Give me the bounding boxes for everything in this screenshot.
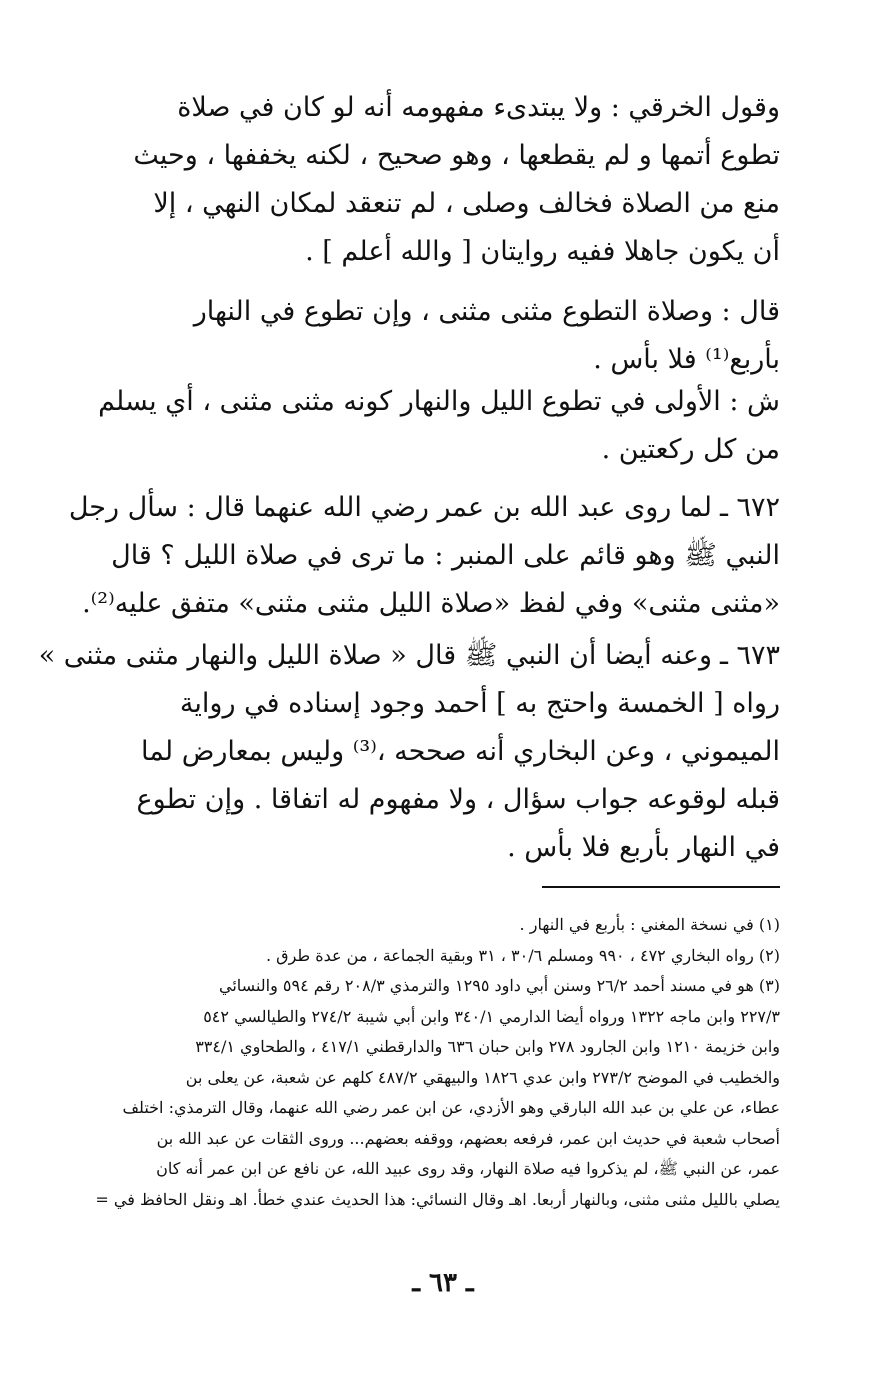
footnote-line: عطاء، عن علي بن عبد الله البارقي وهو الأزدي، عن ابن عمر رضي الله عنهما، وقال الترمذي: اختلف	[122, 1098, 780, 1117]
footnotes	[95, 910, 780, 1215]
text-line: أن يكون جاهلا ففيه روايتان [ والله أعلم ] .	[305, 236, 780, 267]
footnote-line: وابن خزيمة ١٢١٠ وابن الجارود ٢٧٨ وابن حبان ٦٣٦ والدارقطني ٤١٧/١ ، والطحاوي ٣٣٤/١	[195, 1037, 780, 1056]
text-line: النبي ﷺ وهو قائم على المنبر : ما ترى في صلاة الليل ؟ قال	[111, 540, 780, 571]
text-line: تطوع أتمها و لم يقطعها ، وهو صحيح ، لكنه يخففها ، وحيث	[133, 140, 780, 171]
paragraph-sharh	[100, 378, 780, 474]
text-line: قال : وصلاة التطوع مثنى مثنى ، وإن تطوع في النهار	[193, 296, 780, 327]
hadith-first-line	[38, 632, 780, 680]
hadith-673	[38, 632, 780, 872]
text-line: لما روى عبد الله بن عمر رضي الله عنهما قال : سأل رجل	[68, 492, 712, 523]
hadith-number: ٦٧٣ ـ	[719, 640, 780, 671]
text-line: «مثنى مثنى» وفي لفظ «صلاة الليل مثنى مثنى» متفق عليه⁽²⁾.	[82, 588, 780, 619]
text-line: في النهار بأربع فلا بأس .	[507, 832, 780, 863]
text-line: قبله لوقوعه جواب سؤال ، ولا مفهوم له اتفاقا . وإن تطوع	[136, 784, 780, 815]
text-line: بأربع⁽¹⁾ فلا بأس .	[593, 344, 780, 375]
footnote-line: يصلي بالليل مثنى مثنى، وبالنهار أربعا. اهـ وقال النسائي: هذا الحديث عندي خطأ. اهـ ونقل الحافظ في =	[95, 1189, 780, 1209]
hadith-672	[68, 484, 780, 628]
text-line: من كل ركعتين .	[601, 434, 780, 465]
footnote-line: (٣) هو في مسند أحمد ٢٦/٢ وسنن أبي داود ١٢٩٥ والترمذي ٢٠٨/٣ رقم ٥٩٤ والنسائي	[219, 976, 780, 995]
footnote-line: عمر، عن النبي ﷺ، لم يذكروا فيه صلاة النهار، وقد روى عبيد الله، عن نافع عن ابن عمر أنه كان	[156, 1159, 780, 1178]
hadith-first-line	[68, 484, 780, 532]
footnote-line: (١) في نسخة المغني : بأربع في النهار .	[519, 915, 780, 934]
text-line: وقول الخرقي : ولا يبتدىء مفهومه أنه لو كان في صلاة	[177, 92, 780, 123]
footnote-line: أصحاب شعبة في حديث ابن عمر، فرفعه بعضهم، ووقفه بعضهم... وروى الثقات عن عبد الله بن	[156, 1128, 780, 1148]
footnote-separator	[542, 886, 780, 888]
text-line: الميموني ، وعن البخاري أنه صححه ،⁽³⁾ وليس بمعارض لما	[141, 736, 780, 767]
footnote-line: ٢٢٧/٣ وابن ماجه ١٣٢٢ ورواه أيضا الدارمي ٣٤٠/١ وابن أبي شيبة ٢٧٤/٢ والطيالسي ٥٤٢	[203, 1006, 780, 1026]
paragraph-matn-voluntary-prayer	[100, 288, 780, 384]
hadith-number: ٦٧٢ ـ	[719, 492, 780, 523]
text-line: وعنه أيضا أن النبي ﷺ قال « صلاة الليل والنهار مثنى مثنى »	[38, 640, 712, 671]
text-line: ش : الأولى في تطوع الليل والنهار كونه مثنى مثنى ، أي يسلم	[98, 386, 780, 417]
paragraph-khiraqi-commentary	[100, 84, 780, 276]
text-line: منع من الصلاة فخالف وصلى ، لم تنعقد لمكان النهي ، إلا	[153, 188, 780, 219]
text-line: رواه [ الخمسة واحتج به ] أحمد وجود إسناده في رواية	[179, 688, 780, 719]
page-number: ـ ٦٣ ـ	[412, 1268, 474, 1298]
footnote-line: والخطيب في الموضح ٢٧٣/٢ وابن عدي ١٨٢٦ والبيهقي ٤٨٧/٢ كلهم عن شعبة، عن يعلى بن	[185, 1067, 780, 1087]
footnote-line: (٢) رواه البخاري ٤٧٢ ، ٩٩٠ ومسلم ٣٠/٦ ، ٣١ وبقية الجماعة ، من عدة طرق .	[265, 945, 780, 965]
